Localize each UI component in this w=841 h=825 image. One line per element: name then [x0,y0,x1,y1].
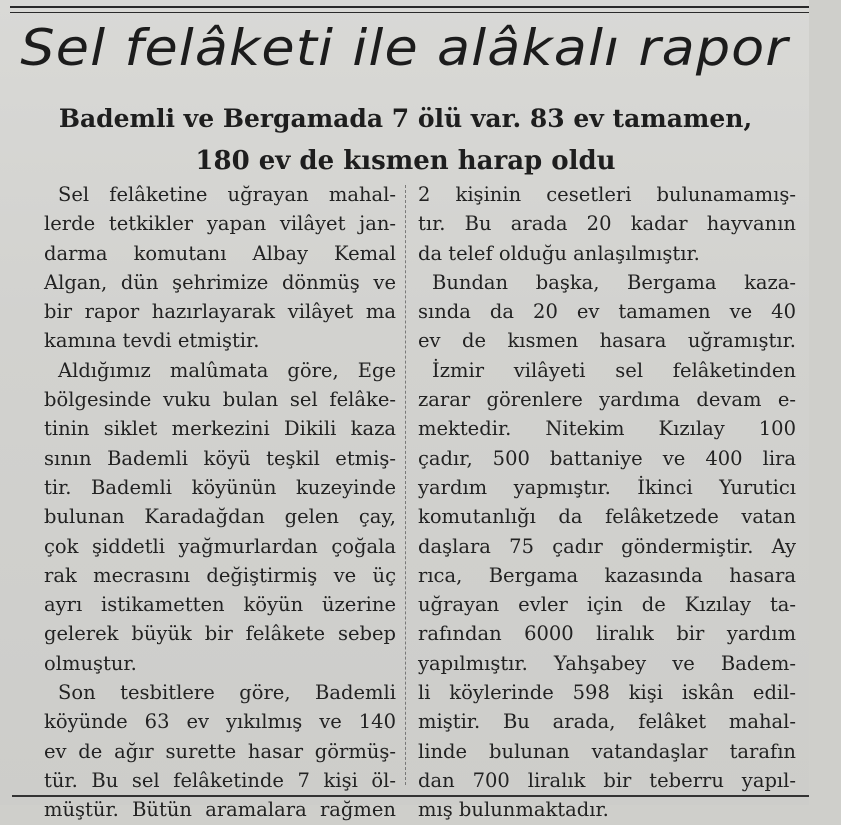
text-line: bulunan Karadağdan gelen çay, [44,505,396,529]
text-line: rak mecrasını değiştirmiş ve üç [44,563,396,587]
text-line: da telef olduğu anlaşılmıştır. [418,241,700,265]
text-line: miştir. Bu arada, felâket mahal- [418,710,796,734]
text-line: bir rapor hazırlayarak vilâyet ma [44,300,396,324]
text-line: linde bulunan vatandaşlar tarafın [418,739,796,763]
text-line: uğrayan evler için de Kızılay ta- [418,593,796,617]
text-line: rıca, Bergama kazasında hasara [418,563,796,587]
right-column [418,180,796,825]
text-line: Bundan başka, Bergama kaza- [432,270,796,294]
text-line: zarar görenlere yardıma devam e- [418,388,796,412]
text-line: tinin siklet merkezini Dikili kaza [44,417,396,441]
text-line: sında da 20 ev tamamen ve 40 [418,300,796,324]
top-rule [10,6,809,13]
text-line: 2 kişinin cesetleri bulunamamış- [418,183,796,206]
text-line: lerde tetkikler yapan vilâyet jan- [44,212,396,236]
text-line: yapılmıştır. Yahşabey ve Badem- [418,651,796,675]
text-line: tür. Bu sel felâketinde 7 kişi öl- [44,768,396,792]
text-line: sının Bademli köyü teşkil etmiş- [44,446,396,470]
text-line: Sel felâketine uğrayan mahal- [58,183,396,206]
subheadline-1: Bademli ve Bergamada 7 ölü var. 83 ev tamamen, [58,104,753,133]
text-line: gelerek büyük bir felâkete sebep [44,622,396,646]
text-line: darma komutanı Albay Kemal [44,241,396,265]
text-line: köyünde 63 ev yıkılmış ve 140 [44,710,396,734]
bottom-rule [12,795,809,801]
headline: Sel felâketi ile alâkalı rapor [20,19,789,77]
text-line: yardım yapmıştır. İkinci Yuruticı [418,475,796,499]
text-line: çok şiddetli yağmurlardan çoğala [44,534,396,558]
text-line: müştür. Bütün aramalara rağmen [44,798,396,822]
text-line: Son tesbitlere göre, Bademli [58,681,396,705]
text-line: daşlara 75 çadır göndermiştir. Ay [418,534,796,558]
text-line: rafından 6000 liralık bir yardım [418,622,796,646]
text-line: İzmir vilâyeti sel felâketinden [432,358,796,382]
text-line: mektedir. Nitekim Kızılay 100 [418,417,796,441]
text-line: Aldığımız malûmata göre, Ege [58,358,396,382]
text-line: mış bulunmaktadır. [418,798,609,822]
text-line: ev de ağır surette hasar görmüş- [44,739,396,763]
text-line: çadır, 500 battaniye ve 400 lira [418,446,796,470]
text-line: tir. Bademli köyünün kuzeyinde [44,475,396,499]
left-column [44,180,396,825]
text-line: tır. Bu arada 20 kadar hayvanın [418,212,796,236]
subheadline-2: 180 ev de kısmen harap oldu [195,146,616,176]
text-line: bölgesinde vuku bulan sel felâke- [44,388,396,412]
text-line: dan 700 liralık bir teberru yapıl- [418,768,796,792]
text-line: li köylerinde 598 kişi iskân edil- [418,681,796,705]
column-divider [405,185,406,785]
text-line: ayrı istikametten köyün üzerine [44,593,396,617]
text-line: olmuştur. [44,651,137,675]
text-line: Algan, dün şehrimize dönmüş ve [44,270,396,294]
text-line: komutanlığı da felâketzede vatan [418,505,796,529]
text-line: kamına tevdi etmiştir. [44,329,260,353]
text-line: ev de kısmen hasara uğramıştır. [418,329,796,353]
